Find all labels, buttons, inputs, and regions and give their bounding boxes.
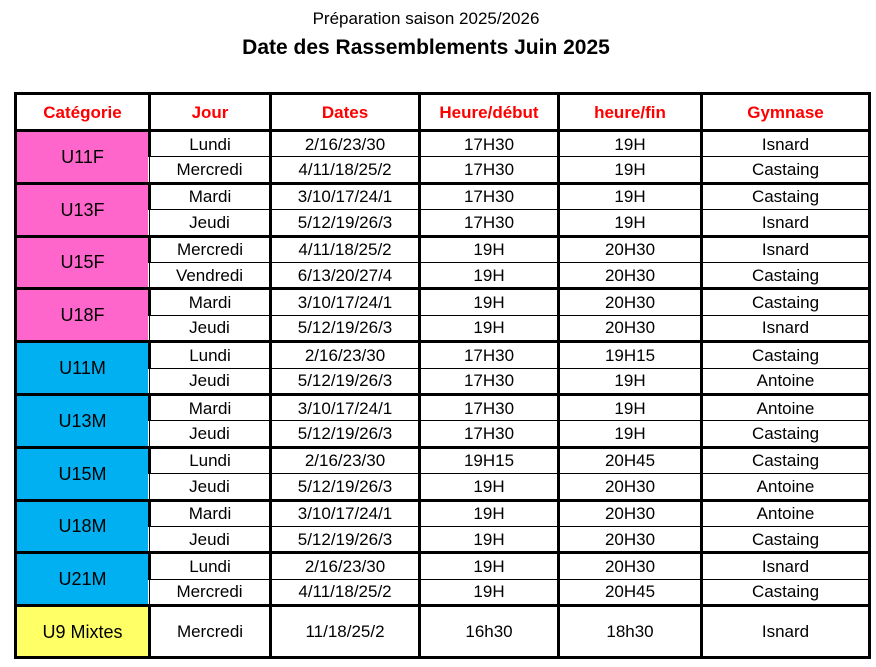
- dates-cell: 2/16/23/30: [271, 553, 420, 579]
- jour-cell: Mardi: [150, 183, 271, 209]
- heure-debut-cell: 19H15: [420, 447, 559, 473]
- dates-cell: 5/12/19/26/3: [271, 474, 420, 500]
- gymnase-cell: Isnard: [702, 131, 870, 157]
- heure-debut-cell: 17H30: [420, 394, 559, 420]
- heure-fin-cell: 20H30: [559, 289, 702, 315]
- category-group: [16, 553, 870, 606]
- heure-debut-cell: 17H30: [420, 131, 559, 157]
- heure-fin-cell: 20H30: [559, 553, 702, 579]
- table-row: [16, 131, 870, 157]
- dates-cell: 5/12/19/26/3: [271, 210, 420, 236]
- table-row: [16, 236, 870, 262]
- jour-cell: Vendredi: [150, 262, 271, 288]
- category-cell: U18F: [16, 289, 150, 342]
- jour-cell: Jeudi: [150, 421, 271, 447]
- category-group: [16, 289, 870, 342]
- heure-fin-cell: 19H: [559, 131, 702, 157]
- heure-debut-cell: 19H: [420, 262, 559, 288]
- heure-fin-cell: 20H30: [559, 526, 702, 552]
- dates-cell: 5/12/19/26/3: [271, 421, 420, 447]
- heure-debut-cell: 19H: [420, 315, 559, 341]
- heure-debut-cell: 17H30: [420, 368, 559, 394]
- gymnase-cell: Antoine: [702, 500, 870, 526]
- dates-cell: 3/10/17/24/1: [271, 183, 420, 209]
- jour-cell: Jeudi: [150, 210, 271, 236]
- jour-cell: Mercredi: [150, 579, 271, 605]
- category-group: [16, 236, 870, 289]
- category-cell: U21M: [16, 553, 150, 606]
- category-group: [16, 500, 870, 553]
- dates-cell: 6/13/20/27/4: [271, 262, 420, 288]
- page-subtitle: Préparation saison 2025/2026: [312, 9, 540, 28]
- heure-fin-cell: 20H30: [559, 315, 702, 341]
- heure-debut-cell: 16h30: [420, 606, 559, 658]
- table-row: [16, 500, 870, 526]
- heure-debut-cell: 19H: [420, 553, 559, 579]
- category-group: [16, 131, 870, 184]
- category-cell: U9 Mixtes: [16, 606, 150, 658]
- jour-cell: Mercredi: [150, 236, 271, 262]
- gymnase-cell: Castaing: [702, 421, 870, 447]
- gymnase-cell: Antoine: [702, 368, 870, 394]
- jour-cell: Mercredi: [150, 606, 271, 658]
- dates-cell: 4/11/18/25/2: [271, 157, 420, 183]
- heure-fin-cell: 20H30: [559, 236, 702, 262]
- heure-debut-cell: 19H: [420, 579, 559, 605]
- gymnase-cell: Antoine: [702, 394, 870, 420]
- table-header-row: [16, 94, 870, 131]
- jour-cell: Mardi: [150, 394, 271, 420]
- heure-fin-cell: 20H30: [559, 262, 702, 288]
- category-cell: U13F: [16, 183, 150, 236]
- table-row: [16, 183, 870, 209]
- header-dates: Dates: [271, 94, 420, 131]
- gymnase-cell: Isnard: [702, 606, 870, 658]
- heure-debut-cell: 19H: [420, 500, 559, 526]
- dates-cell: 5/12/19/26/3: [271, 315, 420, 341]
- dates-cell: 3/10/17/24/1: [271, 500, 420, 526]
- gymnase-cell: Isnard: [702, 553, 870, 579]
- category-cell: U18M: [16, 500, 150, 553]
- schedule-table: [14, 92, 871, 659]
- heure-fin-cell: 19H: [559, 157, 702, 183]
- heure-debut-cell: 17H30: [420, 210, 559, 236]
- heure-debut-cell: 17H30: [420, 342, 559, 368]
- heure-fin-cell: 19H15: [559, 342, 702, 368]
- gymnase-cell: Isnard: [702, 210, 870, 236]
- heure-fin-cell: 20H30: [559, 474, 702, 500]
- gymnase-cell: Isnard: [702, 315, 870, 341]
- dates-cell: 2/16/23/30: [271, 131, 420, 157]
- gymnase-cell: Castaing: [702, 579, 870, 605]
- dates-cell: 4/11/18/25/2: [271, 579, 420, 605]
- table-row: [16, 342, 870, 368]
- header-heure-debut: Heure/début: [420, 94, 559, 131]
- dates-cell: 4/11/18/25/2: [271, 236, 420, 262]
- heure-fin-cell: 19H: [559, 183, 702, 209]
- gymnase-cell: Castaing: [702, 183, 870, 209]
- category-cell: U13M: [16, 394, 150, 447]
- dates-cell: 2/16/23/30: [271, 342, 420, 368]
- heure-fin-cell: 19H: [559, 368, 702, 394]
- dates-cell: 11/18/25/2: [271, 606, 420, 658]
- heure-fin-cell: 20H45: [559, 579, 702, 605]
- table-row: [16, 289, 870, 315]
- heure-debut-cell: 19H: [420, 526, 559, 552]
- category-group: [16, 447, 870, 500]
- dates-cell: 5/12/19/26/3: [271, 368, 420, 394]
- jour-cell: Lundi: [150, 342, 271, 368]
- dates-cell: 3/10/17/24/1: [271, 289, 420, 315]
- heure-debut-cell: 19H: [420, 474, 559, 500]
- heure-fin-cell: 20H30: [559, 500, 702, 526]
- dates-cell: 2/16/23/30: [271, 447, 420, 473]
- table-row: [16, 447, 870, 473]
- category-group: [16, 342, 870, 395]
- heure-debut-cell: 17H30: [420, 157, 559, 183]
- heure-fin-cell: 19H: [559, 394, 702, 420]
- heure-debut-cell: 17H30: [420, 183, 559, 209]
- heure-fin-cell: 19H: [559, 210, 702, 236]
- table-row: [16, 606, 870, 658]
- category-group: [16, 394, 870, 447]
- gymnase-cell: Isnard: [702, 236, 870, 262]
- table-row: [16, 553, 870, 579]
- header-gymnase: Gymnase: [702, 94, 870, 131]
- jour-cell: Mercredi: [150, 157, 271, 183]
- gymnase-cell: Castaing: [702, 447, 870, 473]
- dates-cell: 3/10/17/24/1: [271, 394, 420, 420]
- gymnase-cell: Castaing: [702, 289, 870, 315]
- category-group: [16, 183, 870, 236]
- jour-cell: Mardi: [150, 289, 271, 315]
- category-cell: U15F: [16, 236, 150, 289]
- category-cell: U11M: [16, 342, 150, 395]
- jour-cell: Jeudi: [150, 315, 271, 341]
- jour-cell: Lundi: [150, 447, 271, 473]
- gymnase-cell: Antoine: [702, 474, 870, 500]
- category-cell: U11F: [16, 131, 150, 184]
- header-heure-fin: heure/fin: [559, 94, 702, 131]
- category-cell: U15M: [16, 447, 150, 500]
- table-row: [16, 394, 870, 420]
- heure-fin-cell: 19H: [559, 421, 702, 447]
- heure-fin-cell: 20H45: [559, 447, 702, 473]
- heure-debut-cell: 19H: [420, 289, 559, 315]
- heure-debut-cell: 17H30: [420, 421, 559, 447]
- dates-cell: 5/12/19/26/3: [271, 526, 420, 552]
- jour-cell: Jeudi: [150, 368, 271, 394]
- category-group: [16, 606, 870, 658]
- jour-cell: Mardi: [150, 500, 271, 526]
- gymnase-cell: Castaing: [702, 342, 870, 368]
- header-jour: Jour: [150, 94, 271, 131]
- jour-cell: Lundi: [150, 553, 271, 579]
- heure-debut-cell: 19H: [420, 236, 559, 262]
- jour-cell: Jeudi: [150, 474, 271, 500]
- gymnase-cell: Castaing: [702, 262, 870, 288]
- heure-fin-cell: 18h30: [559, 606, 702, 658]
- jour-cell: Jeudi: [150, 526, 271, 552]
- gymnase-cell: Castaing: [702, 157, 870, 183]
- page-title: Date des Rassemblements Juin 2025: [242, 36, 610, 59]
- gymnase-cell: Castaing: [702, 526, 870, 552]
- header-categorie: Catégorie: [16, 94, 150, 131]
- jour-cell: Lundi: [150, 131, 271, 157]
